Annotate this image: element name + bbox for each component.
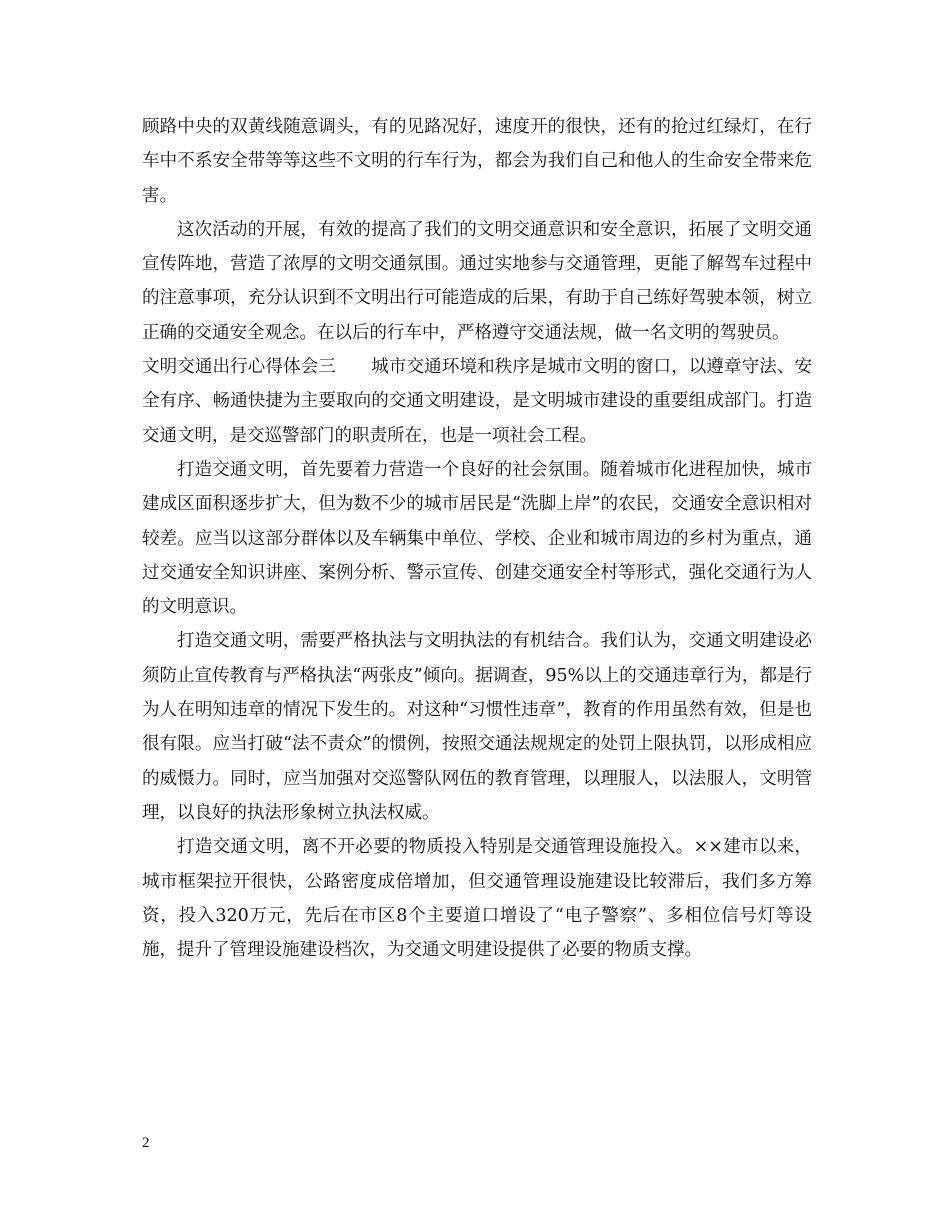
page-number: 2 [142,1135,150,1151]
paragraph-4: 打造交通文明，首先要着力营造一个良好的社会氛围。随着城市化进程加快，城市建成区面积逐步扩大，但为数不少的城市居民是“洗脚上岸”的农民，交通安全意识相对较差。应当以这部分群体以及车辆集中单位、学校、企业和城市周边的乡村为重点，通过交通安全知识讲座、案例分析、警示宣传、创建交通安全村等形式，强化交通行为人的文明意识。 [142,459,812,618]
paragraph-6: 打造交通文明，离不开必要的物质投入特别是交通管理设施投入。××建市以来，城市框架拉开很快，公路密度成倍增加，但交通管理设施建设比较滞后，我们多方筹资，投入320万元，先后在市区8个主要道口增设了“电子警察”、多相位信号灯等设施，提升了管理设施建设档次，为交通文明建设提供了必要的物质支撑。 [142,837,812,961]
document-body [142,110,812,967]
paragraph-2: 这次活动的开展，有效的提高了我们的文明交通意识和安全意识，拓展了文明交通宣传阵地，营造了浓厚的文明交通氛围。通过实地参与交通管理，更能了解驾车过程中的注意事项，充分认识到不文明出行可能造成的后果，有助于自己练好驾驶本领，树立正确的交通安全观念。在以后的行车中，严格遵守交通法规，做一名文明的驾驶员。 [142,219,812,343]
heading-gap [336,357,371,377]
paragraph-3-text: 城市交通环境和秩序是城市文明的窗口，以遵章守法、安全有序、畅通快捷为主要取向的交通文明建设，是文明城市建设的重要组成部门。打造交通文明，是交巡警部门的职责所在，也是一项社会工程。 [142,357,813,446]
paragraph-5: 打造交通文明，需要严格执法与文明执法的有机结合。我们认为，交通文明建设必须防止宣传教育与严格执法“两张皮”倾向。据调查，95%以上的交通违章行为，都是行为人在明知违章的情况下发生的。对这种“习惯性违章”，教育的作用虽然有效，但是也很有限。应当打破“法不责众”的惯例，按照交通法规规定的处罚上限执罚，以形成相应的威慑力。同时，应当加强对交巡警队网伍的教育管理，以理服人，以法服人，文明管理，以良好的执法形象树立执法权威。 [142,631,812,823]
paragraph-3 [142,350,812,453]
paragraph-1: 顾路中央的双黄线随意调头，有的见路况好，速度开的很快，还有的抢过红绿灯，在行车中不系安全带等等这些不文明的行车行为，都会为我们自己和他人的生命安全带来危害。 [142,117,812,206]
section-heading: 文明交通出行心得体会三 [142,357,336,378]
